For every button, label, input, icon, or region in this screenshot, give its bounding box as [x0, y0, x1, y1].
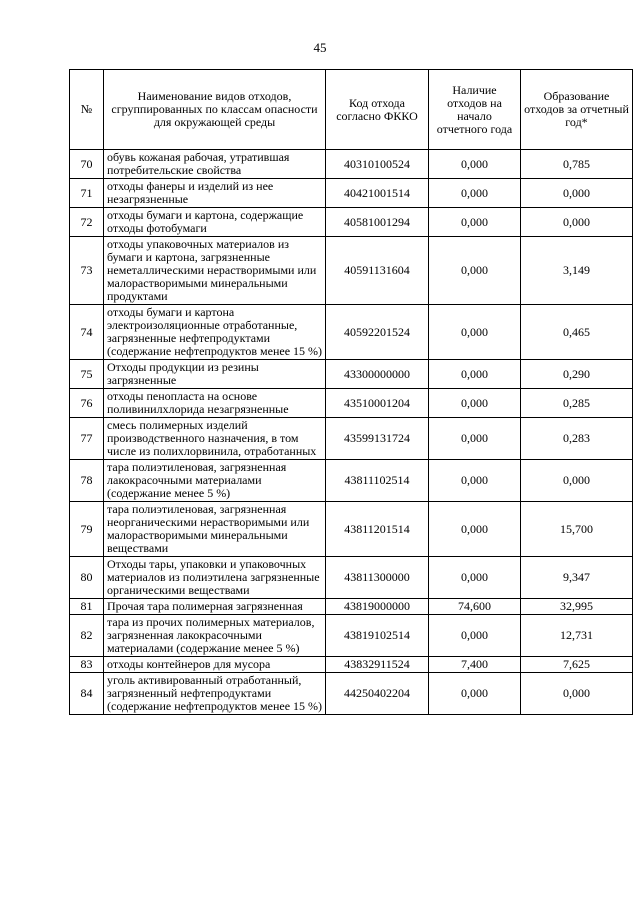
fkko-code: 40581001294 [326, 208, 429, 237]
row-number: 80 [70, 557, 104, 599]
row-number: 76 [70, 389, 104, 418]
row-number: 70 [70, 150, 104, 179]
page-number: 45 [313, 40, 327, 55]
row-number: 71 [70, 179, 104, 208]
row-number: 73 [70, 237, 104, 305]
table-row [70, 179, 633, 208]
waste-name: уголь активированный отработанный, загрязненный нефтепродуктами (содержание нефтепродуктов менее 15 %) [104, 673, 326, 715]
initial-stock: 0,000 [429, 557, 521, 599]
initial-stock: 0,000 [429, 150, 521, 179]
generated-amount: 0,000 [521, 460, 633, 502]
table-row [70, 418, 633, 460]
initial-stock: 0,000 [429, 615, 521, 657]
header-fkko-code: Код отхода согласно ФККО [326, 70, 429, 150]
generated-amount: 12,731 [521, 615, 633, 657]
fkko-code: 44250402204 [326, 673, 429, 715]
row-number: 79 [70, 502, 104, 557]
generated-amount: 0,000 [521, 179, 633, 208]
fkko-code: 43599131724 [326, 418, 429, 460]
initial-stock: 0,000 [429, 360, 521, 389]
header-initial-stock: Наличие отходов на начало отчетного года [429, 70, 521, 150]
generated-amount: 0,283 [521, 418, 633, 460]
waste-name: отходы фанеры и изделий из нее незагрязненные [104, 179, 326, 208]
row-number: 77 [70, 418, 104, 460]
generated-amount: 9,347 [521, 557, 633, 599]
initial-stock: 0,000 [429, 237, 521, 305]
waste-name: Отходы тары, упаковки и упаковочных материалов из полиэтилена загрязненные органическими веществами [104, 557, 326, 599]
fkko-code: 43819102514 [326, 615, 429, 657]
initial-stock: 0,000 [429, 418, 521, 460]
table-row [70, 208, 633, 237]
waste-name: смесь полимерных изделий производственного назначения, в том числе из полихлорвинила, отработанных [104, 418, 326, 460]
table-row [70, 150, 633, 179]
fkko-code: 43811201514 [326, 502, 429, 557]
table-row [70, 557, 633, 599]
table-row [70, 673, 633, 715]
fkko-code: 40310100524 [326, 150, 429, 179]
generated-amount: 0,290 [521, 360, 633, 389]
generated-amount: 0,000 [521, 208, 633, 237]
initial-stock: 0,000 [429, 502, 521, 557]
generated-amount: 0,465 [521, 305, 633, 360]
table-row [70, 305, 633, 360]
generated-amount: 32,995 [521, 599, 633, 615]
waste-name: отходы бумаги и картона, содержащие отходы фотобумаги [104, 208, 326, 237]
row-number: 84 [70, 673, 104, 715]
row-number: 75 [70, 360, 104, 389]
table-header [70, 70, 633, 150]
fkko-code: 43300000000 [326, 360, 429, 389]
waste-name: тара из прочих полимерных материалов, загрязненная лакокрасочными материалами (содержание менее 5 %) [104, 615, 326, 657]
table-row [70, 237, 633, 305]
initial-stock: 74,600 [429, 599, 521, 615]
waste-name: отходы упаковочных материалов из бумаги и картона, загрязненные неметаллическими нерастворимыми или малорастворимыми минеральными продуктами [104, 237, 326, 305]
waste-name: Прочая тара полимерная загрязненная [104, 599, 326, 615]
header-generated: Образование отходов за отчетный год* [521, 70, 633, 150]
fkko-code: 43819000000 [326, 599, 429, 615]
initial-stock: 0,000 [429, 208, 521, 237]
generated-amount: 0,285 [521, 389, 633, 418]
initial-stock: 0,000 [429, 389, 521, 418]
fkko-code: 43832911524 [326, 657, 429, 673]
fkko-code: 40592201524 [326, 305, 429, 360]
waste-name: обувь кожаная рабочая, утратившая потребительские свойства [104, 150, 326, 179]
table-row [70, 360, 633, 389]
initial-stock: 7,400 [429, 657, 521, 673]
table-row [70, 615, 633, 657]
row-number: 82 [70, 615, 104, 657]
generated-amount: 3,149 [521, 237, 633, 305]
waste-name: отходы пенопласта на основе поливинилхлорида незагрязненные [104, 389, 326, 418]
table-row [70, 460, 633, 502]
initial-stock: 0,000 [429, 673, 521, 715]
generated-amount: 7,625 [521, 657, 633, 673]
initial-stock: 0,000 [429, 179, 521, 208]
fkko-code: 43811300000 [326, 557, 429, 599]
table-body [70, 150, 633, 715]
table-row [70, 599, 633, 615]
waste-name: отходы контейнеров для мусора [104, 657, 326, 673]
table-row [70, 389, 633, 418]
header-number: № [70, 70, 104, 150]
table-row [70, 657, 633, 673]
waste-name: тара полиэтиленовая, загрязненная неорганическими нерастворимыми или малорастворимыми минеральными веществами [104, 502, 326, 557]
fkko-code: 43811102514 [326, 460, 429, 502]
row-number: 74 [70, 305, 104, 360]
row-number: 72 [70, 208, 104, 237]
row-number: 83 [70, 657, 104, 673]
generated-amount: 0,785 [521, 150, 633, 179]
fkko-code: 40421001514 [326, 179, 429, 208]
fkko-code: 43510001204 [326, 389, 429, 418]
generated-amount: 15,700 [521, 502, 633, 557]
waste-name: Отходы продукции из резины загрязненные [104, 360, 326, 389]
initial-stock: 0,000 [429, 460, 521, 502]
row-number: 78 [70, 460, 104, 502]
waste-name: тара полиэтиленовая, загрязненная лакокрасочными материалами (содержание менее 5 %) [104, 460, 326, 502]
waste-table [69, 69, 633, 715]
row-number: 81 [70, 599, 104, 615]
header-row [70, 70, 633, 150]
header-waste-name: Наименование видов отходов, сгруппированных по классам опасности для окружающей среды [104, 70, 326, 150]
generated-amount: 0,000 [521, 673, 633, 715]
fkko-code: 40591131604 [326, 237, 429, 305]
waste-name: отходы бумаги и картона электроизоляционные отработанные, загрязненные нефтепродуктами (содержание нефтепродуктов менее 15 %) [104, 305, 326, 360]
initial-stock: 0,000 [429, 305, 521, 360]
table-row [70, 502, 633, 557]
